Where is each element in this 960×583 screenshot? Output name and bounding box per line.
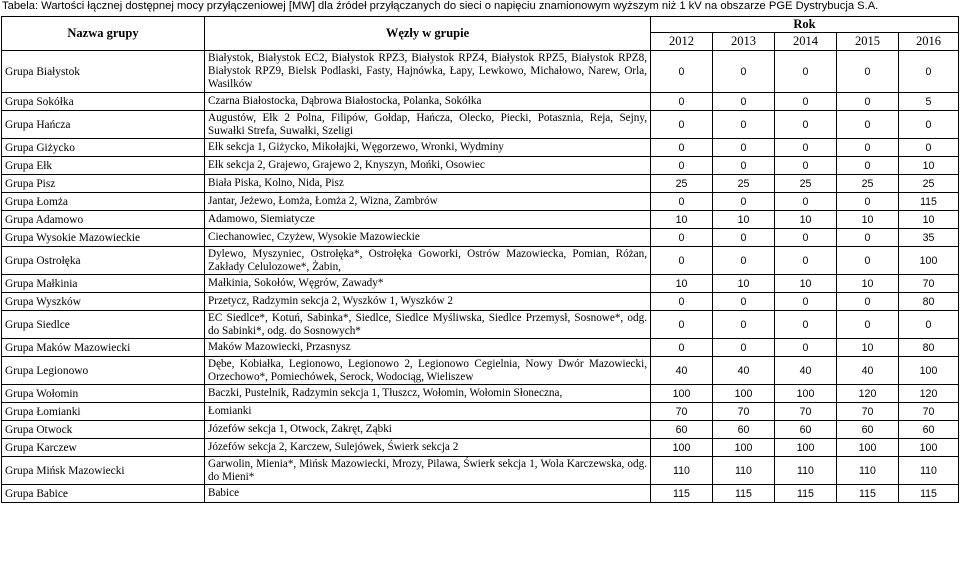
value-cell: 25 <box>713 175 775 193</box>
value-cell: 70 <box>651 403 713 421</box>
table-row <box>2 293 959 311</box>
value-cell: 60 <box>775 421 837 439</box>
value-cell: 10 <box>837 339 899 357</box>
value-cell: 60 <box>713 421 775 439</box>
value-cell: 0 <box>775 157 837 175</box>
table-row <box>2 385 959 403</box>
value-cell: 115 <box>899 485 959 503</box>
group-name-cell: Grupa Wyszków <box>2 293 205 311</box>
header-year-cell: 2016 <box>899 33 959 51</box>
table-row <box>2 139 959 157</box>
table-row <box>2 339 959 357</box>
value-cell: 110 <box>899 457 959 485</box>
nodes-cell: Białystok, Białystok EC2, Białystok RPZ3, Białystok RPZ4, Białystok RPZ5, Białystok RPZ8, Białystok RPZ9, Bielsk Podlaski, Fasty, Hajnówka, Łapy, Lewkowo, Michałowo, Narew, Orla, Wasilków <box>205 51 651 93</box>
value-cell: 35 <box>899 229 959 247</box>
table-row <box>2 175 959 193</box>
nodes-cell: Małkinia, Sokołów, Węgrów, Zawady* <box>205 275 651 293</box>
value-cell: 0 <box>651 157 713 175</box>
value-cell: 0 <box>713 51 775 93</box>
value-cell: 100 <box>713 439 775 457</box>
value-cell: 0 <box>651 51 713 93</box>
header-nodes: Węzły w grupie <box>205 17 651 51</box>
nodes-cell: Ełk sekcja 1, Giżycko, Mikołajki, Węgorzewo, Wronki, Wydminy <box>205 139 651 157</box>
nodes-cell: Józefów sekcja 2, Karczew, Sulejówek, Świerk sekcja 2 <box>205 439 651 457</box>
value-cell: 0 <box>837 157 899 175</box>
value-cell: 0 <box>837 139 899 157</box>
table-row <box>2 485 959 503</box>
nodes-cell: Maków Mazowiecki, Przasnysz <box>205 339 651 357</box>
nodes-cell: Czarna Białostocka, Dąbrowa Białostocka, Polanka, Sokółka <box>205 93 651 111</box>
nodes-cell: Józefów sekcja 1, Otwock, Zakręt, Ząbki <box>205 421 651 439</box>
value-cell: 10 <box>775 211 837 229</box>
nodes-cell: Jantar, Jeżewo, Łomża, Łomża 2, Wizna, Zambrów <box>205 193 651 211</box>
value-cell: 0 <box>899 51 959 93</box>
nodes-cell: Ełk sekcja 2, Grajewo, Grajewo 2, Knyszyn, Mońki, Osowiec <box>205 157 651 175</box>
table-body <box>2 51 959 503</box>
group-name-cell: Grupa Giżycko <box>2 139 205 157</box>
value-cell: 0 <box>713 139 775 157</box>
header-year-cell: 2012 <box>651 33 713 51</box>
table-row <box>2 111 959 139</box>
value-cell: 25 <box>651 175 713 193</box>
nodes-cell: EC Siedlce*, Kotuń, Sabinka*, Siedlce, Siedlce Myśliwska, Siedlce Przemysł, Sosnowe*, odg. do Sabinki*, odg. do Sosnowych* <box>205 311 651 339</box>
value-cell: 0 <box>713 93 775 111</box>
value-cell: 100 <box>775 385 837 403</box>
value-cell: 115 <box>775 485 837 503</box>
value-cell: 0 <box>651 247 713 275</box>
value-cell: 0 <box>837 311 899 339</box>
table-row <box>2 93 959 111</box>
value-cell: 100 <box>713 385 775 403</box>
value-cell: 0 <box>651 293 713 311</box>
value-cell: 0 <box>651 311 713 339</box>
value-cell: 110 <box>775 457 837 485</box>
nodes-cell: Garwolin, Mienia*, Mińsk Mazowiecki, Mrozy, Pilawa, Świerk sekcja 1, Wola Karczewska, odg. do Mieni* <box>205 457 651 485</box>
value-cell: 10 <box>651 211 713 229</box>
group-name-cell: Grupa Legionowo <box>2 357 205 385</box>
table-row <box>2 229 959 247</box>
value-cell: 120 <box>837 385 899 403</box>
group-name-cell: Grupa Łomża <box>2 193 205 211</box>
value-cell: 0 <box>775 311 837 339</box>
value-cell: 10 <box>651 275 713 293</box>
value-cell: 0 <box>775 139 837 157</box>
value-cell: 60 <box>651 421 713 439</box>
table-row <box>2 51 959 93</box>
value-cell: 100 <box>775 439 837 457</box>
value-cell: 40 <box>713 357 775 385</box>
value-cell: 70 <box>899 275 959 293</box>
table-row <box>2 311 959 339</box>
value-cell: 0 <box>775 93 837 111</box>
header-group-name: Nazwa grupy <box>2 17 205 51</box>
value-cell: 40 <box>651 357 713 385</box>
value-cell: 80 <box>899 293 959 311</box>
value-cell: 0 <box>775 293 837 311</box>
nodes-cell: Biała Piska, Kolno, Nida, Pisz <box>205 175 651 193</box>
header-year-cell: 2014 <box>775 33 837 51</box>
nodes-cell: Łomianki <box>205 403 651 421</box>
value-cell: 100 <box>651 385 713 403</box>
value-cell: 115 <box>837 485 899 503</box>
value-cell: 10 <box>899 157 959 175</box>
value-cell: 115 <box>651 485 713 503</box>
value-cell: 0 <box>651 111 713 139</box>
table-caption: Tabela: Wartości łącznej dostępnej mocy przyłączeniowej [MW] dla źródeł przyłączanych do sieci o napięciu znamionowym wyższym niż 1 kV na obszarze PGE Dystrybucja S.A. <box>2 0 879 12</box>
nodes-cell: Augustów, Ełk 2 Polna, Filipów, Gołdap, Hańcza, Olecko, Piecki, Potasznia, Reja, Sejny, Suwałki Strefa, Suwałki, Szeligi <box>205 111 651 139</box>
table-row <box>2 357 959 385</box>
value-cell: 70 <box>837 403 899 421</box>
group-name-cell: Grupa Babice <box>2 485 205 503</box>
group-name-cell: Grupa Ełk <box>2 157 205 175</box>
capacity-table <box>1 16 959 503</box>
table-row <box>2 211 959 229</box>
table-row <box>2 157 959 175</box>
nodes-cell: Ciechanowiec, Czyżew, Wysokie Mazowieckie <box>205 229 651 247</box>
value-cell: 0 <box>713 229 775 247</box>
table-row <box>2 247 959 275</box>
group-name-cell: Grupa Małkinia <box>2 275 205 293</box>
value-cell: 0 <box>651 139 713 157</box>
value-cell: 0 <box>837 111 899 139</box>
value-cell: 10 <box>775 275 837 293</box>
nodes-cell: Przetycz, Radzymin sekcja 2, Wyszków 1, Wyszków 2 <box>205 293 651 311</box>
value-cell: 0 <box>775 247 837 275</box>
nodes-cell: Baczki, Pustelnik, Radzymin sekcja 1, Tłuszcz, Wołomin, Wołomin Słoneczna, <box>205 385 651 403</box>
value-cell: 0 <box>899 311 959 339</box>
value-cell: 100 <box>837 439 899 457</box>
table-row <box>2 439 959 457</box>
header-year-cell: 2015 <box>837 33 899 51</box>
value-cell: 0 <box>713 111 775 139</box>
value-cell: 0 <box>775 229 837 247</box>
group-name-cell: Grupa Hańcza <box>2 111 205 139</box>
value-cell: 70 <box>775 403 837 421</box>
value-cell: 25 <box>899 175 959 193</box>
nodes-cell: Adamowo, Siemiatycze <box>205 211 651 229</box>
value-cell: 100 <box>899 247 959 275</box>
value-cell: 0 <box>713 157 775 175</box>
value-cell: 70 <box>713 403 775 421</box>
value-cell: 115 <box>713 485 775 503</box>
value-cell: 60 <box>899 421 959 439</box>
value-cell: 0 <box>713 293 775 311</box>
group-name-cell: Grupa Otwock <box>2 421 205 439</box>
group-name-cell: Grupa Sokółka <box>2 93 205 111</box>
value-cell: 100 <box>651 439 713 457</box>
value-cell: 110 <box>837 457 899 485</box>
value-cell: 0 <box>713 311 775 339</box>
group-name-cell: Grupa Pisz <box>2 175 205 193</box>
group-name-cell: Grupa Ostrołęka <box>2 247 205 275</box>
value-cell: 0 <box>837 247 899 275</box>
value-cell: 0 <box>775 51 837 93</box>
value-cell: 0 <box>899 139 959 157</box>
value-cell: 70 <box>899 403 959 421</box>
value-cell: 10 <box>837 211 899 229</box>
value-cell: 120 <box>899 385 959 403</box>
nodes-cell: Dębe, Kobiałka, Legionowo, Legionowo 2, Legionowo Cegielnia, Nowy Dwór Mazowiecki, Orzechowo*, Pomiechówek, Serock, Wodociąg, Wieliszew <box>205 357 651 385</box>
value-cell: 60 <box>837 421 899 439</box>
value-cell: 0 <box>713 339 775 357</box>
value-cell: 10 <box>899 211 959 229</box>
value-cell: 0 <box>837 293 899 311</box>
value-cell: 40 <box>775 357 837 385</box>
value-cell: 0 <box>899 111 959 139</box>
group-name-cell: Grupa Wołomin <box>2 385 205 403</box>
value-cell: 5 <box>899 93 959 111</box>
value-cell: 25 <box>775 175 837 193</box>
value-cell: 0 <box>651 229 713 247</box>
value-cell: 0 <box>651 339 713 357</box>
value-cell: 100 <box>899 439 959 457</box>
table-row <box>2 421 959 439</box>
value-cell: 0 <box>651 193 713 211</box>
value-cell: 0 <box>775 193 837 211</box>
value-cell: 0 <box>837 229 899 247</box>
value-cell: 0 <box>713 193 775 211</box>
table-row <box>2 403 959 421</box>
table-row <box>2 193 959 211</box>
value-cell: 40 <box>837 357 899 385</box>
value-cell: 10 <box>837 275 899 293</box>
group-name-cell: Grupa Białystok <box>2 51 205 93</box>
value-cell: 0 <box>775 111 837 139</box>
value-cell: 0 <box>837 93 899 111</box>
group-name-cell: Grupa Łomianki <box>2 403 205 421</box>
group-name-cell: Grupa Mińsk Mazowiecki <box>2 457 205 485</box>
value-cell: 80 <box>899 339 959 357</box>
header-year: Rok <box>651 17 959 33</box>
nodes-cell: Dylewo, Myszyniec, Ostrołęka*, Ostrołęka Goworki, Ostrów Mazowiecka, Pomian, Różan, Zakłady Celulozowe*, Żabin, <box>205 247 651 275</box>
value-cell: 110 <box>713 457 775 485</box>
value-cell: 100 <box>899 357 959 385</box>
table-row <box>2 275 959 293</box>
group-name-cell: Grupa Wysokie Mazowieckie <box>2 229 205 247</box>
value-cell: 115 <box>899 193 959 211</box>
group-name-cell: Grupa Adamowo <box>2 211 205 229</box>
table-row <box>2 457 959 485</box>
value-cell: 10 <box>713 211 775 229</box>
group-name-cell: Grupa Maków Mazowiecki <box>2 339 205 357</box>
value-cell: 0 <box>775 339 837 357</box>
value-cell: 0 <box>837 51 899 93</box>
value-cell: 0 <box>651 93 713 111</box>
table-header <box>2 17 959 51</box>
value-cell: 25 <box>837 175 899 193</box>
nodes-cell: Babice <box>205 485 651 503</box>
value-cell: 110 <box>651 457 713 485</box>
value-cell: 0 <box>713 247 775 275</box>
group-name-cell: Grupa Karczew <box>2 439 205 457</box>
value-cell: 10 <box>713 275 775 293</box>
group-name-cell: Grupa Siedlce <box>2 311 205 339</box>
header-year-cell: 2013 <box>713 33 775 51</box>
value-cell: 0 <box>837 193 899 211</box>
